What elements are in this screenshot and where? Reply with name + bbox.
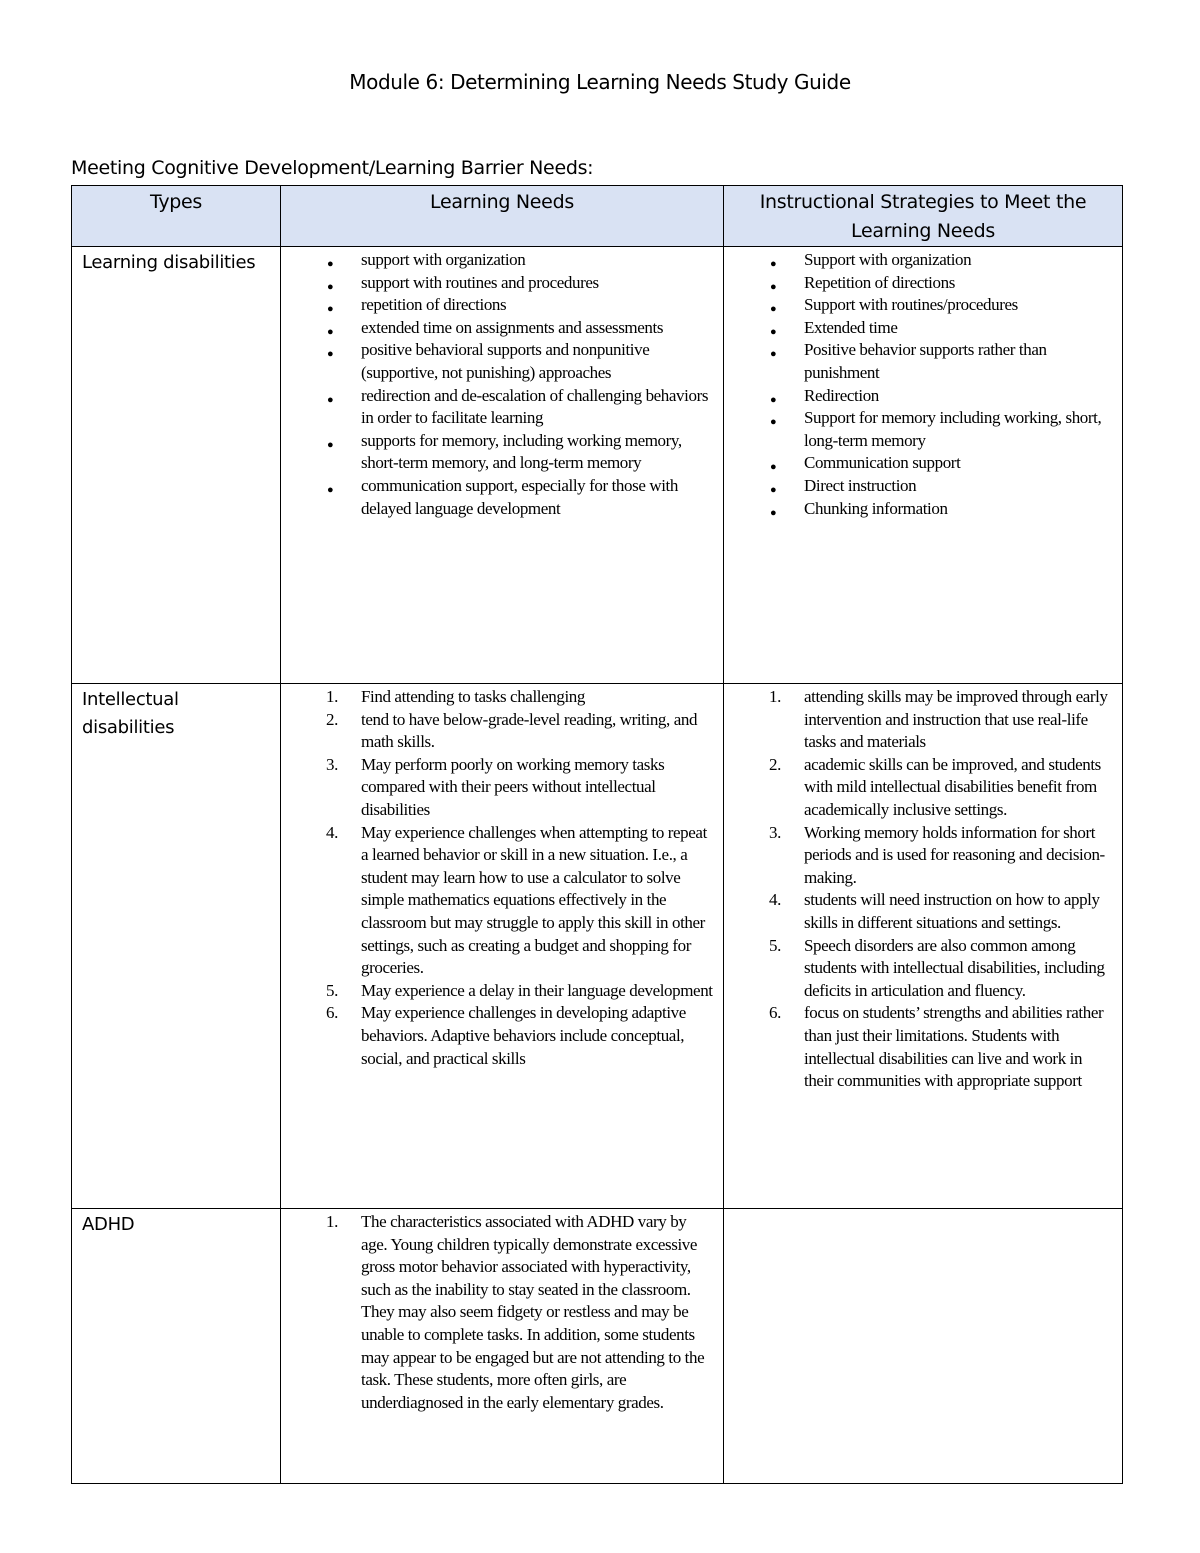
strategies-list [724, 1209, 1122, 1211]
bullet-icon: ● [770, 416, 777, 429]
document-title: Module 6: Determining Learning Needs Study Guide [349, 70, 851, 94]
type-cell: Learning disabilities [72, 247, 281, 684]
list-item-text: Support with routines/procedures [804, 295, 1018, 315]
list-item [724, 475, 1122, 498]
list-number: 1. [326, 687, 338, 706]
table-header-row [72, 186, 1123, 247]
list-item [724, 317, 1122, 340]
list-item [281, 754, 723, 822]
list-item-text: Working memory holds information for short periods and is used for reasoning and decision-making. [804, 822, 1105, 887]
row-intellectual-disabilities [72, 684, 1123, 1209]
list-item [724, 935, 1122, 1003]
bullet-icon: ● [770, 348, 777, 361]
bullet-icon: ● [327, 483, 334, 496]
list-item-text: support with routines and procedures [361, 272, 599, 292]
list-number: 6. [769, 1003, 781, 1023]
list-item-text: Repetition of directions [804, 272, 955, 292]
list-item-text: May experience challenges when attempting to repeat a learned behavior or skill in a new situation. I.e., a student may learn how to use a calculator to solve simple mathematics equations effectively in the classroom but may struggle to apply this skill in other settings, such as creating a budget and shopping for groceries. [361, 822, 707, 978]
list-item-text: repetition of directions [361, 295, 507, 315]
list-item [281, 980, 723, 1003]
learning-needs-cell [281, 684, 724, 1209]
list-item-text: May experience a delay in their language development [361, 980, 713, 1000]
list-item [281, 475, 723, 520]
bullet-icon: ● [770, 461, 777, 474]
list-item [724, 339, 1122, 384]
list-item [281, 249, 723, 272]
list-number: 3. [326, 754, 338, 774]
bullet-icon: ● [770, 303, 777, 316]
bullet-icon: ● [327, 280, 334, 293]
strategies-list [724, 247, 1122, 520]
bullet-icon: ● [327, 303, 334, 316]
list-item-text: Support with organization [804, 250, 972, 269]
list-item [724, 385, 1122, 408]
list-number: 4. [769, 890, 781, 910]
list-number: 2. [769, 754, 781, 774]
learning-needs-cell [281, 1209, 724, 1484]
strategies-cell [724, 684, 1123, 1209]
list-number: 5. [326, 980, 338, 1000]
bullet-icon: ● [327, 438, 334, 451]
bullet-icon: ● [327, 393, 334, 406]
row-adhd [72, 1209, 1123, 1484]
list-item-text: redirection and de-escalation of challenging behaviors in order to facilitate learning [361, 385, 709, 428]
list-item [281, 317, 723, 340]
list-item [281, 339, 723, 384]
list-item-text: Redirection [804, 385, 879, 405]
list-item [281, 1002, 723, 1070]
list-item-text: supports for memory, including working memory, short-term memory, and long-term memory [361, 430, 682, 473]
list-item [281, 430, 723, 475]
list-item [724, 272, 1122, 295]
list-item [724, 889, 1122, 934]
list-number: 3. [769, 822, 781, 842]
learning-needs-table [71, 185, 1123, 1484]
list-item [724, 407, 1122, 452]
bullet-icon: ● [770, 483, 777, 496]
learning-needs-list [281, 1209, 723, 1414]
list-item [724, 498, 1122, 521]
list-item [281, 272, 723, 295]
list-item-text: Extended time [804, 317, 898, 337]
list-item-text: Find attending to tasks challenging [361, 687, 585, 706]
type-cell: Intellectual disabilities [72, 684, 281, 1209]
list-item [281, 385, 723, 430]
list-item-text: Communication support [804, 453, 961, 473]
header-instructional-strategies: Instructional Strategies to Meet the Learning Needs [724, 186, 1123, 247]
bullet-icon: ● [770, 258, 777, 270]
list-number: 4. [326, 822, 338, 842]
list-item [724, 686, 1122, 754]
list-number: 2. [326, 709, 338, 729]
list-item [281, 294, 723, 317]
list-item [281, 709, 723, 754]
section-heading: Meeting Cognitive Development/Learning Barrier Needs: [71, 157, 594, 179]
bullet-icon: ● [327, 348, 334, 361]
list-item [724, 452, 1122, 475]
list-item [281, 1211, 723, 1414]
list-item-text: academic skills can be improved, and students with mild intellectual disabilities benefit from academically inclusive settings. [804, 754, 1101, 819]
bullet-icon: ● [770, 280, 777, 293]
bullet-icon: ● [327, 325, 334, 338]
list-item-text: Support for memory including working, short, long-term memory [804, 408, 1102, 450]
list-item-text: Direct instruction [804, 475, 917, 495]
row-learning-disabilities [72, 247, 1123, 684]
list-item-text: Chunking information [804, 498, 948, 518]
list-item [724, 822, 1122, 890]
list-item-text: The characteristics associated with ADHD vary by age. Young children typically demonstrate excessive gross motor behavior associated with hyperactivity, such as the inability to stay seated in the classroom. They may also seem fidgety or restless and may be unable to complete tasks. In addition, some students may appear to be engaged but are not attending to the task. These students, more often girls, are underdiagnosed in the early elementary grades. [361, 1212, 705, 1412]
list-item [281, 686, 723, 709]
learning-needs-list [281, 684, 723, 1070]
list-item [281, 822, 723, 980]
strategies-cell [724, 1209, 1123, 1484]
header-learning-needs: Learning Needs [281, 186, 724, 247]
list-item-text: communication support, especially for those with delayed language development [361, 475, 678, 518]
bullet-icon: ● [770, 393, 777, 406]
list-number: 5. [769, 935, 781, 955]
list-number: 1. [769, 687, 781, 706]
strategies-list [724, 684, 1122, 1093]
bullet-icon: ● [327, 258, 334, 270]
list-item [724, 754, 1122, 822]
bullet-icon: ● [770, 325, 777, 338]
list-number: 1. [326, 1212, 338, 1231]
list-item [724, 294, 1122, 317]
list-number: 6. [326, 1003, 338, 1023]
strategies-cell [724, 247, 1123, 684]
list-item [724, 1002, 1122, 1092]
list-item-text: extended time on assignments and assessments [361, 317, 664, 337]
header-types: Types [72, 186, 281, 247]
bullet-icon: ● [770, 506, 777, 519]
type-cell: ADHD [72, 1209, 281, 1484]
learning-needs-list [281, 247, 723, 520]
list-item-text: Positive behavior supports rather than punishment [804, 340, 1047, 382]
list-item-text: students will need instruction on how to apply skills in different situations and settings. [804, 890, 1100, 932]
list-item-text: tend to have below-grade-level reading, writing, and math skills. [361, 709, 698, 752]
list-item-text: focus on students’ strengths and abilities rather than just their limitations. Students with intellectual disabilities can live and work in their communities with appropriate support [804, 1003, 1104, 1091]
list-item-text: May experience challenges in developing adaptive behaviors. Adaptive behaviors include conceptual, social, and practical skills [361, 1003, 686, 1068]
list-item-text: positive behavioral supports and nonpunitive (supportive, not punishing) approaches [361, 340, 650, 382]
list-item-text: Speech disorders are also common among students with intellectual disabilities, including deficits in articulation and fluency. [804, 935, 1105, 1000]
list-item-text: May perform poorly on working memory tasks compared with their peers without intellectual disabilities [361, 754, 665, 819]
learning-needs-cell [281, 247, 724, 684]
list-item-text: attending skills may be improved through early intervention and instruction that use real-life tasks and materials [804, 687, 1108, 752]
list-item [724, 249, 1122, 272]
list-item-text: support with organization [361, 250, 526, 269]
